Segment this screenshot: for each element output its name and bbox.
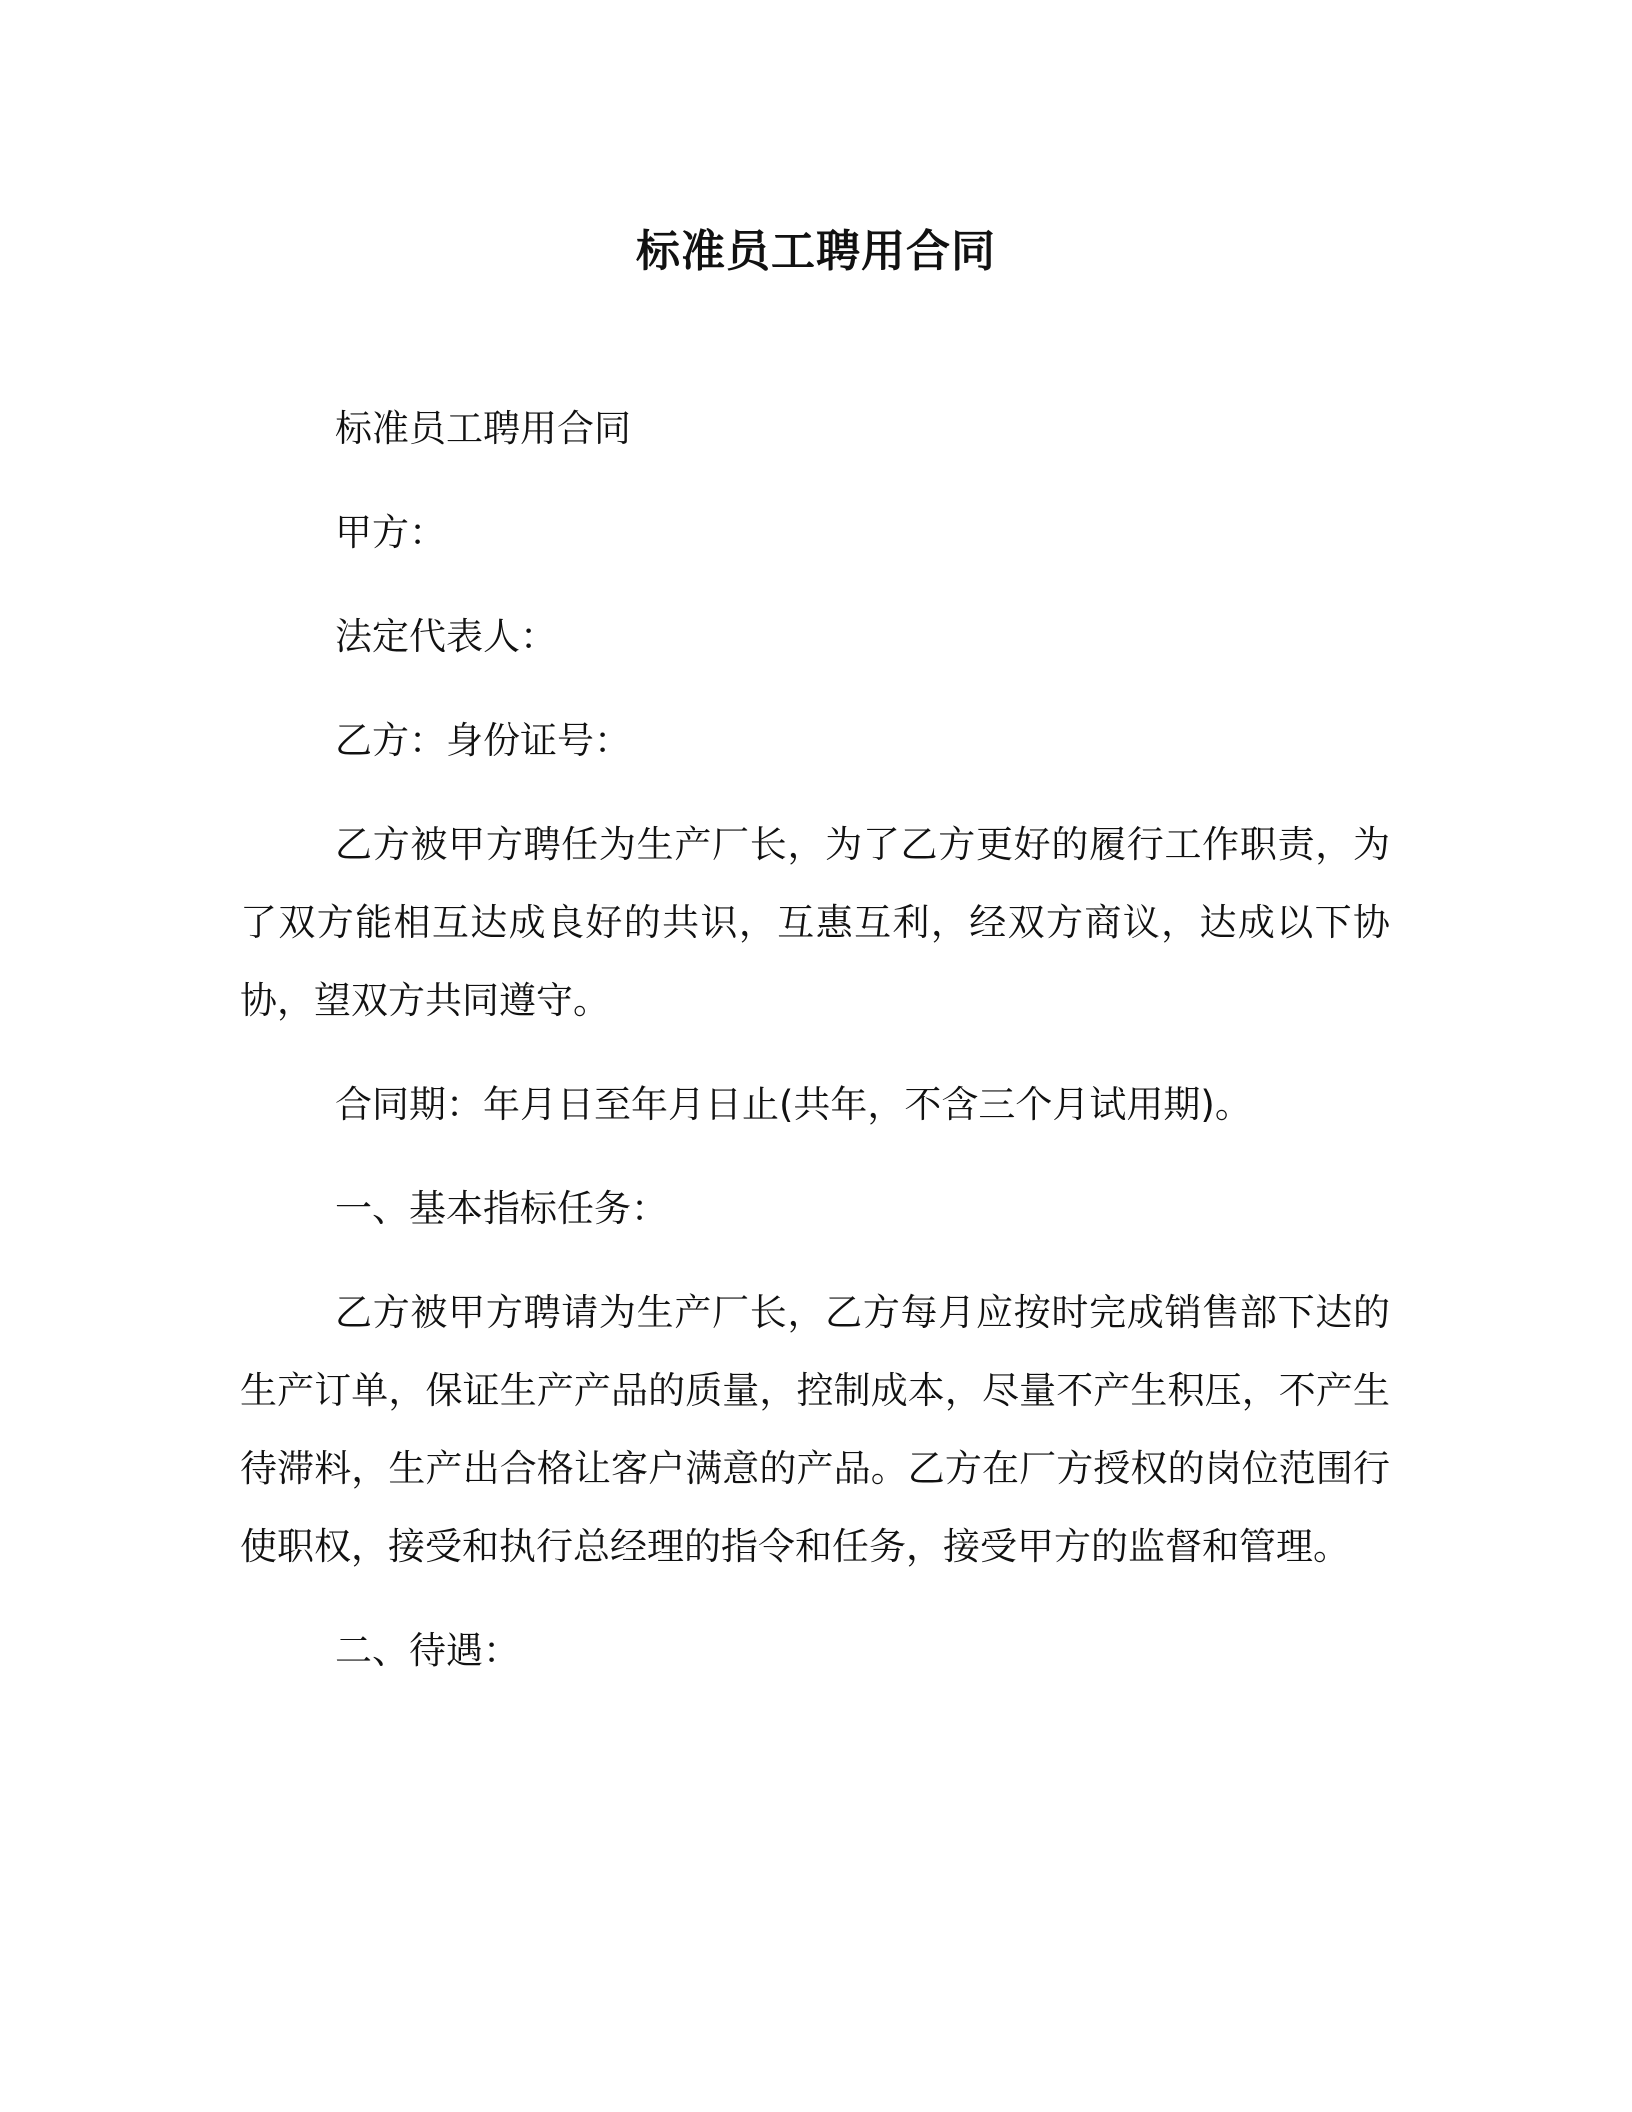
paragraph-basic-tasks: 乙方被甲方聘请为生产厂长，乙方每月应按时完成销售部下达的生产订单，保证生产产品的质量，控制成本，尽量不产生积压，不产生待滞料，生产出合格让客户满意的产品。乙方在厂方授权的岗位范围行使职权，接受和执行总经理的指令和任务，接受甲方的监督和管理。 xyxy=(240,1291,1390,1568)
paragraph-party-a: 甲方： xyxy=(335,511,446,554)
paragraph-intro: 乙方被甲方聘任为生产厂长，为了乙方更好的履行工作职责，为了双方能相互达成良好的共识，互惠互利，经双方商议，达成以下协协，望双方共同遵守。 xyxy=(240,823,1390,1022)
paragraph-party-b: 乙方：身份证号： xyxy=(335,719,631,762)
paragraph-contract-period: 合同期：年月日至年月日止(共年，不含三个月试用期)。 xyxy=(335,1083,1252,1126)
section-heading-basic-tasks: 一、基本指标任务： xyxy=(335,1187,668,1230)
document-title: 标准员工聘用合同 xyxy=(636,226,996,277)
document-body xyxy=(240,390,1390,1716)
section-heading-compensation: 二、待遇： xyxy=(335,1629,520,1672)
paragraph-legal-representative: 法定代表人： xyxy=(335,615,557,658)
paragraph-subtitle: 标准员工聘用合同 xyxy=(335,407,631,450)
